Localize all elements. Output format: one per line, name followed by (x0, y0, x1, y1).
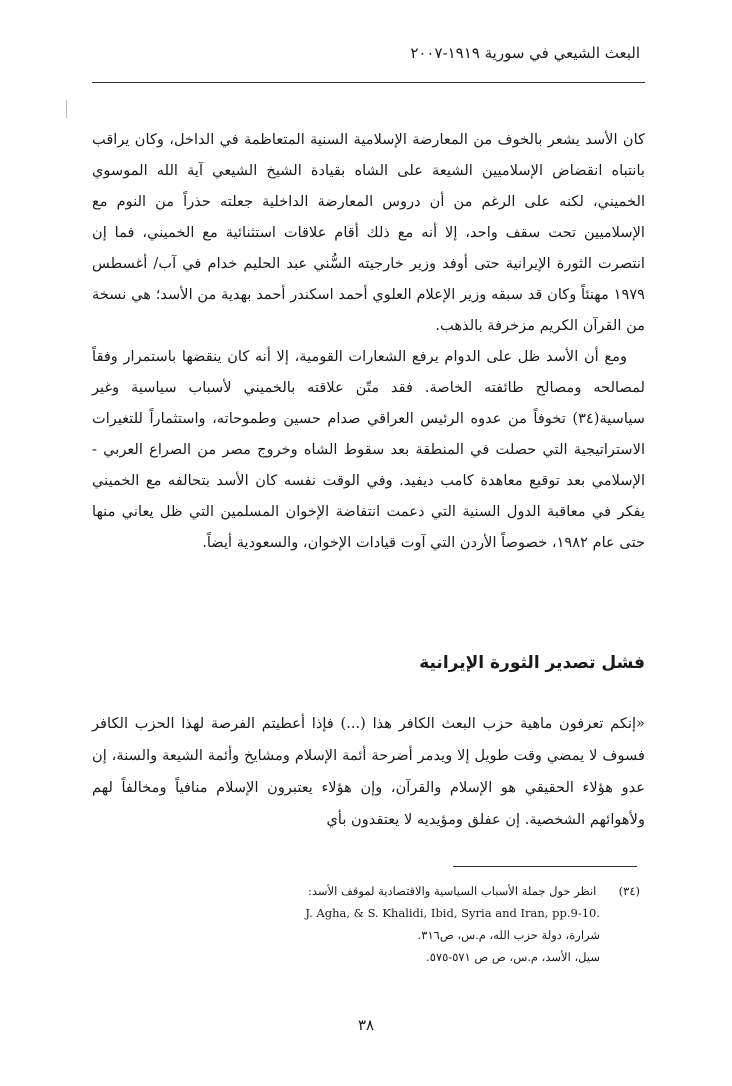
quote-text: «إنكم تعرفون ماهية حزب البعث الكافر هذا (...) فإذا أعطيتم الفرصة لهذا الحزب الكافر فسوف لا يمضي وقت طويل إلا ويدمر أضرحة أئمة الإسلام ومشايخ وأئمة الشيعة والسنة، إن عدو هؤلاء الحقيقي هو الإسلام والقرآن، وإن هؤلاء يعتبرون الإسلام منافياً ومخالفاً لهم ولأهوائهم الشخصية. إن عفلق ومؤيديه لا يعتقدون بأي (92, 715, 645, 828)
footnote-text-3: شرارة، دولة حزب الله، م.س، ص٣١٦. (417, 928, 600, 942)
page-number: ٣٨ (357, 1016, 375, 1034)
footnote-line-2 (230, 902, 640, 924)
margin-mark (66, 100, 67, 118)
footnote-line-1 (230, 880, 640, 902)
footnote-text-4: سيل، الأسد، م.س، ص ص ٥٧١-٥٧٥. (426, 950, 600, 964)
footnote-text-1: انظر حول جملة الأسباب السياسية والاقتصادية لموقف الأسد: (308, 884, 597, 898)
paragraph-1: كان الأسد يشعر بالخوف من المعارضة الإسلامية السنية المتعاظمة في الداخل، وكان يراقب بانتباه انقضاض الإسلاميين الشيعة على الشاه بقيادة الشيخ الشيعي آية الله الموسوي الخميني، لكنه على الرغم من أن دروس المعارضة الداخلية جعلته حذراً من النوم مع الإسلاميين تحت سقف واحد، إلا أنه مع ذلك أقام علاقات استثنائية مع الخميني، فما إن انتصرت الثورة الإيرانية حتى أوفد وزير خارجيته السُّني عبد الحليم خدام في آب/ أغسطس ١٩٧٩ مهنئاً وكان قد سبقه وزير الإعلام العلوي أحمد اسكندر أحمد بهدية من الأسد؛ هي نسخة من القرآن الكريم مزخرفة بالذهب. (92, 131, 645, 334)
footnote-text-2: J. Agha, & S. Khalidi, Ibid, Syria and Iran, pp.9-10. (305, 906, 600, 920)
footnote-number: (٣٤) (618, 884, 640, 898)
quote-paragraph (92, 708, 645, 836)
section-heading: فشل تصدير الثورة الإيرانية (419, 653, 645, 673)
footnote-line-3 (230, 924, 640, 946)
footnote-rule (453, 866, 637, 867)
footnotes (230, 880, 640, 968)
body-text (92, 124, 645, 558)
paragraph-2: ومع أن الأسد ظل على الدوام يرفع الشعارات القومية، إلا أنه كان ينقضها باستمرار وفقاً لمصالحه ومصالح طائفته الخاصة. فقد متّن علاقته بالخميني لأسباب سياسية وغير سياسية(٣٤) تخوفاً من عدوه الرئيس العراقي صدام حسين وطموحاته، واستثماراً للتغيرات الاستراتيجية التي حصلت في المنطقة بعد سقوط الشاه وخروج مصر من الصراع العربي - الإسلامي بعد توقيع معاهدة كامب ديفيد. وفي الوقت نفسه كان الأسد بتحالفه مع الخميني يفكر في معاقبة الدول السنية التي دعمت انتفاضة الإخوان المسلمين التي ظل يعاني منها حتى عام ١٩٨٢، خصوصاً الأردن التي آوت قيادات الإخوان، والسعودية أيضاً. (92, 348, 645, 551)
running-header: البعث الشيعي في سورية ١٩١٩-٢٠٠٧ (410, 44, 640, 62)
footnote-line-4 (230, 946, 640, 968)
header-rule (92, 82, 645, 83)
